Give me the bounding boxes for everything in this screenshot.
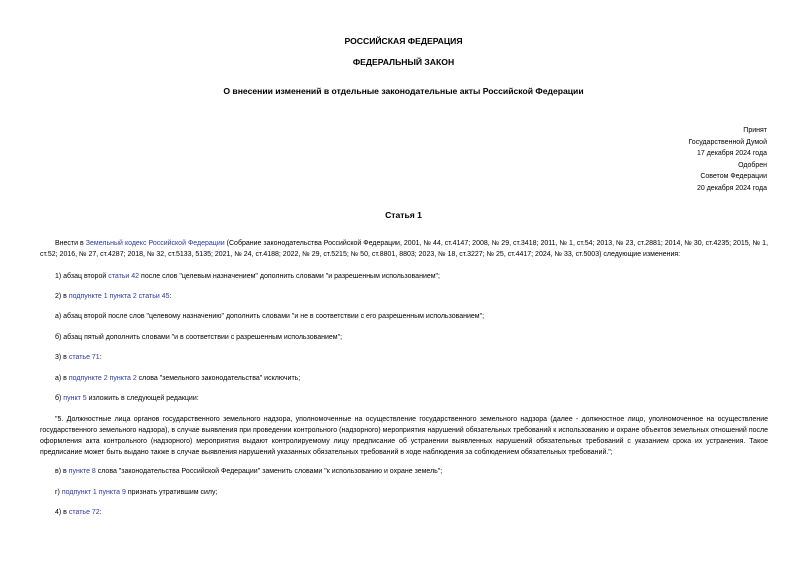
paragraph-item-4 xyxy=(40,507,768,518)
text-run: после слов "целевым назначением" дополнить словами "и разрешенным использованием"; xyxy=(139,273,440,280)
text-run: б) xyxy=(55,395,64,402)
subitem-2-link[interactable]: подпункте 2 пункта 2 xyxy=(68,375,137,382)
text-run: 3) в xyxy=(55,354,69,361)
item-8-link[interactable]: пункте 8 xyxy=(68,468,96,475)
subitem-1-item-9-link[interactable]: подпункт 1 пункта 9 xyxy=(61,489,126,496)
paragraph-item-2 xyxy=(40,291,768,302)
adoption-line: Государственной Думой xyxy=(688,138,767,146)
text-run: слова "земельного законодательства" исключить; xyxy=(136,375,301,382)
approval-line: 20 декабря 2024 года xyxy=(696,184,767,192)
adoption-block xyxy=(688,125,767,195)
paragraph-intro xyxy=(40,238,768,260)
text-run: Внести в xyxy=(55,240,86,247)
text-run: 1) абзац второй xyxy=(55,273,109,280)
text-run: : xyxy=(99,509,102,516)
land-code-link[interactable]: Земельный кодекс Российской Федерации xyxy=(85,240,225,247)
text-run: а) в xyxy=(55,375,69,382)
paragraph-item-1 xyxy=(40,271,768,282)
item-5-link[interactable]: пункт 5 xyxy=(63,395,87,402)
text-run: (Собрание законодательства Российской Федерации, 2001, № 44, ст.4147; 2008, № 29, ст.3418; 2011, № 1, ст.54; 2013, № 23, ст.2881; 2014, № 30, ст.4235; 2015, № 1, ст.52; 2016, № 27, ст.4287; 2018, № 32, ст.5133, 5135; 2021, № 24, ст.4188; 2022, № 29, ст.5215; № 50, ст.8801, 8803; 2023, № 18, ст.3227; № 25, ст.4417; 2024, № 33, ст.5003) следующие изменения: xyxy=(40,240,769,258)
text-run: г) xyxy=(55,489,62,496)
law-title: О внесении изменений в отдельные законодательные акты Российской Федерации xyxy=(223,86,584,96)
text-run: слова "законодательства Российской Федерации" заменить словами "к использованию и охране земель"; xyxy=(95,468,443,475)
article-title: Статья 1 xyxy=(385,210,422,220)
paragraph-item-2b: б) абзац пятый дополнить словами "и в соответствии с разрешенным использованием"; xyxy=(55,334,343,341)
paragraph-item-2a: а) абзац второй после слов "целевому назначению" дополнить словами "и не в соответствии с его разрешенным использованием"; xyxy=(55,313,485,320)
text-run: 4) в xyxy=(55,509,69,516)
paragraph-item-3d xyxy=(40,487,768,498)
article-42-link[interactable]: статьи 42 xyxy=(108,273,140,280)
federation-heading: РОССИЙСКАЯ ФЕДЕРАЦИЯ xyxy=(344,36,463,46)
paragraph-item-3b xyxy=(40,393,768,404)
paragraph-item-3 xyxy=(40,352,768,363)
article-72-link[interactable]: статье 72 xyxy=(68,509,100,516)
text-run: : xyxy=(169,293,172,300)
text-run: в) в xyxy=(55,468,69,475)
approval-line: Одобрен xyxy=(738,161,767,169)
law-type-heading: ФЕДЕРАЛЬНЫЙ ЗАКОН xyxy=(352,57,455,67)
text-run: изложить в следующей редакции: xyxy=(86,395,199,402)
article-45-link[interactable]: подпункте 1 пункта 2 статьи 45 xyxy=(68,293,170,300)
paragraph-item-3a xyxy=(40,373,768,384)
paragraph-item-5-text: "5. Должностные лица органов государственного земельного надзора, уполномоченные на осуществление государственного земельного надзора (далее - должностное лицо, уполномоченное на осуществление государственного земельного надзора), в случае выявления при проведении контрольного (надзорного) мероприятия нарушений обязательных требований к использованию и охране объектов земельных отношений после оформления акта контрольного (надзорного) мероприятия выдают контролируемому лицу предписание об устранении выявленных нарушений обязательных требований с указанием срока их устранения. Такое предписание может быть выдано также в случае выявления нарушений указанных обязательных требований в ходе наблюдения за соблюдением обязательных требований."; xyxy=(40,416,768,456)
text-run: 2) в xyxy=(55,293,69,300)
approval-line: Советом Федерации xyxy=(700,173,767,181)
adoption-line: Принят xyxy=(743,127,767,134)
text-run: : xyxy=(99,354,102,361)
article-71-link[interactable]: статье 71 xyxy=(68,354,100,361)
adoption-line: 17 декабря 2024 года xyxy=(696,150,767,158)
paragraph-item-3c xyxy=(40,466,768,477)
text-run: признать утратившим силу; xyxy=(125,489,218,496)
